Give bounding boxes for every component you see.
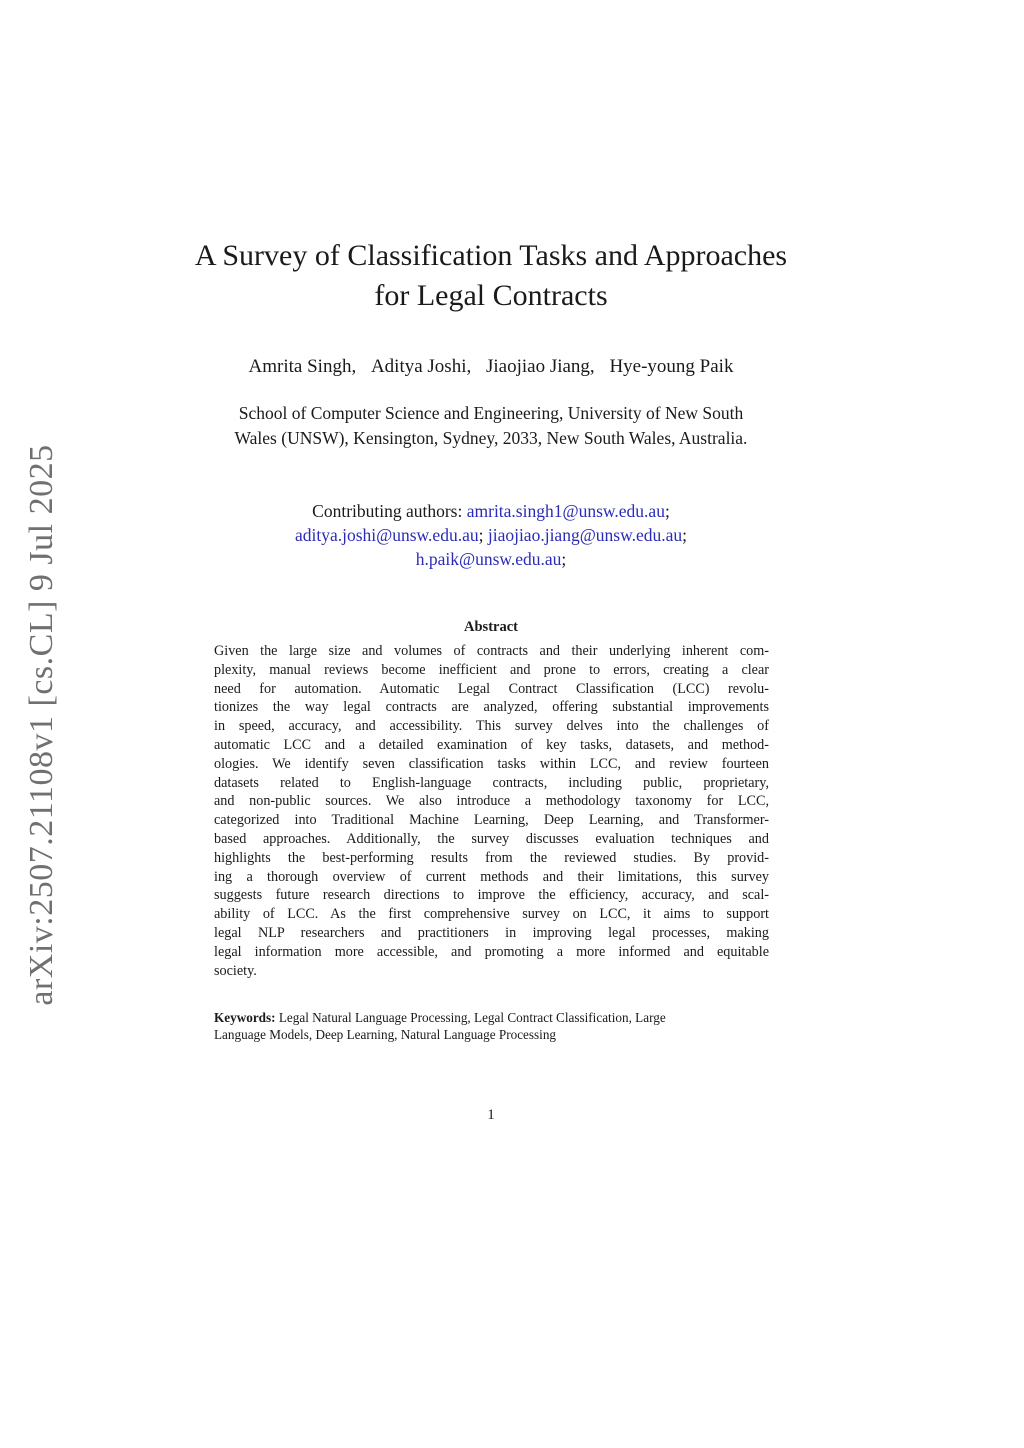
arxiv-identifier-stamp: arXiv:2507.21108v1 [cs.CL] 9 Jul 2025 [23,444,60,1006]
abstract-line: legal NLP researchers and practitioners in improving legal processes, making [214,924,769,941]
paper-title [160,236,822,316]
abstract-line: automatic LCC and a detailed examination of key tasks, datasets, and method- [214,736,769,753]
abstract-line: society. [214,962,257,979]
abstract-line: and non-public sources. We also introduce a methodology taxonomy for LCC, [214,793,769,810]
abstract-line: Given the large size and volumes of contracts and their underlying inherent com- [214,643,769,659]
author-name: Hye-young Paik [609,356,734,377]
abstract-line: legal information more accessible, and promoting a more informed and equitable [214,943,769,960]
abstract-line: based approaches. Additionally, the survey discusses evaluation techniques and [214,830,769,847]
abstract-line: tionizes the way legal contracts are analyzed, offering substantial improvements [214,699,769,716]
keywords-line-1 [214,1010,769,1027]
keywords-label: Keywords: [214,1010,276,1025]
affiliation-line-1: School of Computer Science and Engineering, University of New South [238,403,744,423]
author-name: Aditya Joshi, [370,356,472,377]
author-name: Amrita Singh, [248,356,357,377]
contributing-authors [160,499,822,571]
abstract-line: in speed, accuracy, and accessibility. This survey delves into the challenges of [214,718,769,735]
email-link-jiang[interactable]: jiaojiao.jiang@unsw.edu.au [487,525,683,545]
title-line-2: for Legal Contracts [374,279,608,312]
author-list [160,353,822,381]
author-name: Jiaojiao Jiang, [485,356,595,377]
title-line-1: A Survey of Classification Tasks and Approaches [194,239,788,272]
email-separator: ; [682,525,688,545]
abstract-body [214,642,769,980]
abstract-line: ability of LCC. As the first comprehensive survey on LCC, it aims to support [214,906,769,923]
abstract-line: suggests future research directions to improve the efficiency, accuracy, and scal- [214,887,769,904]
abstract-line: ing a thorough overview of current methods and their limitations, this survey [214,868,769,885]
email-separator: ; [561,549,567,569]
email-link-singh[interactable]: amrita.singh1@unsw.edu.au [466,501,665,521]
contributing-label: Contributing authors: [312,501,463,521]
email-separator: ; [478,525,484,545]
contrib-line-3 [160,547,822,571]
keywords-text-2: Language Models, Deep Learning, Natural Language Processing [214,1026,557,1042]
abstract-heading: Abstract [464,619,518,635]
email-link-paik[interactable]: h.paik@unsw.edu.au [415,549,562,569]
keywords-section [214,1010,769,1043]
abstract-line: plexity, manual reviews become inefficient and prone to errors, creating a clear [214,661,769,678]
abstract-line: need for automation. Automatic Legal Contract Classification (LCC) revolu- [214,680,769,697]
email-link-joshi[interactable]: aditya.joshi@unsw.edu.au [294,525,479,545]
abstract-line: categorized into Traditional Machine Learning, Deep Learning, and Transformer- [214,812,769,829]
contrib-line-2 [160,523,822,547]
affiliation [160,401,822,451]
email-separator: ; [664,501,670,521]
affiliation-line-2: Wales (UNSW), Kensington, Sydney, 2033, New South Wales, Australia. [234,428,748,448]
abstract-line: highlights the best-performing results from the reviewed studies. By provid- [214,849,769,866]
abstract-line: datasets related to English-language contracts, including public, proprietary, [214,774,769,791]
contrib-line-1 [160,499,822,523]
keywords-text-1: Legal Natural Language Processing, Legal Contract Classification, Large [278,1010,666,1025]
page-number: 1 [487,1107,495,1123]
abstract-line: ologies. We identify seven classification tasks within LCC, and review fourteen [214,755,769,772]
